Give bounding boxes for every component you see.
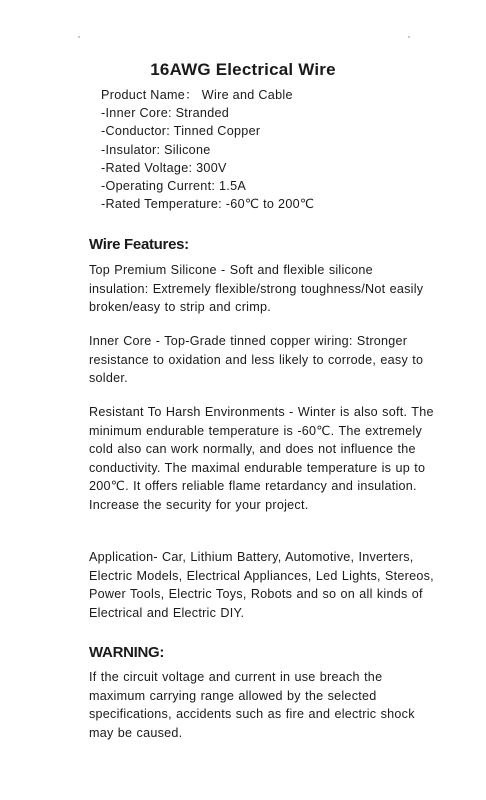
feature-inner-core-paragraph: Inner Core - Top-Grade tinned copper wiring: Stronger resistance to oxidation and less likely to corrode, easy to solder. xyxy=(89,334,424,385)
scan-speck xyxy=(408,36,410,38)
feature-silicone-paragraph: Top Premium Silicone - Soft and flexible silicone insulation: Extremely flexible/strong toughness/Not easily broken/easy to strip and crimp. xyxy=(89,263,424,314)
feature-environment-paragraph: Resistant To Harsh Environments - Winter is also soft. The minimum endurable temperature is -60℃. The extremely cold also can work normally, and does not influence the conductivity. The maximal endurable temperature is up to 200℃. It offers reliable flame retardancy and insulation. Increase the security for your project. xyxy=(89,405,434,512)
spec-inner-core: -Inner Core: Stranded xyxy=(101,106,230,121)
warning-heading: WARNING: xyxy=(89,644,165,661)
spec-product-name: Product Name： Wire and Cable xyxy=(101,88,293,102)
page-title: 16AWG Electrical Wire xyxy=(150,60,336,79)
spec-rated-temperature: -Rated Temperature: -60℃ to 200℃ xyxy=(101,197,315,212)
scan-speck xyxy=(78,36,80,38)
features-heading: Wire Features: xyxy=(89,236,189,253)
spec-operating-current: -Operating Current: 1.5A xyxy=(101,179,247,194)
spec-rated-voltage: -Rated Voltage: 300V xyxy=(101,160,227,175)
spec-list xyxy=(101,86,314,213)
feature-application-paragraph: Application- Car, Lithium Battery, Automotive, Inverters, Electric Models, Electrical Appliances, Led Lights, Stereos, Power Tools, Electric Toys, Robots and so on all kinds of Electrical and Electric DIY. xyxy=(89,550,434,620)
warning-paragraph: If the circuit voltage and current in use breach the maximum carrying range allowed by the selected specifications, accidents such as fire and electric shock may be caused. xyxy=(89,670,415,740)
spec-insulator: -Insulator: Silicone xyxy=(101,142,211,157)
spec-conductor: -Conductor: Tinned Copper xyxy=(101,124,261,139)
